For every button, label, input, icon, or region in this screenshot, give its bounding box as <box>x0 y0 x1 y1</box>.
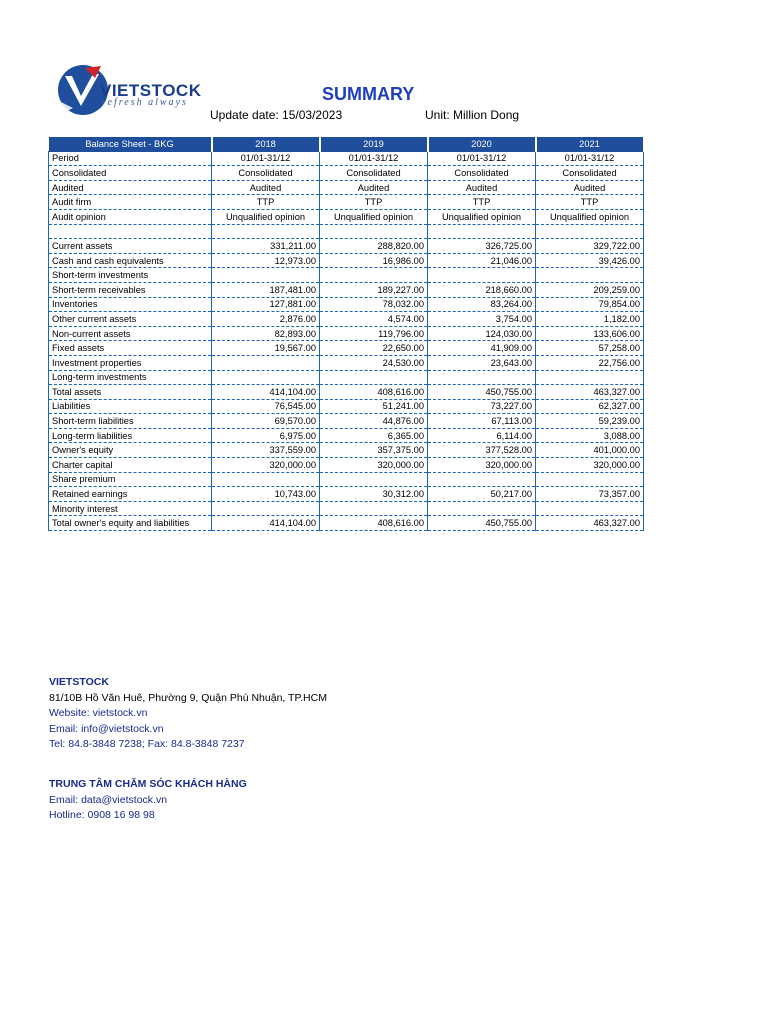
table-cell <box>212 472 320 487</box>
table-cell <box>428 370 536 385</box>
table-cell: Audited <box>536 180 644 195</box>
table-cell <box>428 268 536 283</box>
table-cell: 357,375.00 <box>320 443 428 458</box>
table-cell <box>428 501 536 516</box>
table-row <box>49 458 644 473</box>
table-cell: 3,088.00 <box>536 428 644 443</box>
table-cell: 01/01-31/12 <box>428 151 536 166</box>
table-row <box>49 487 644 502</box>
table-cell: 450,755.00 <box>428 385 536 400</box>
table-cell: Unqualified opinion <box>536 209 644 224</box>
table-cell: Consolidated <box>212 166 320 181</box>
row-label: Consolidated <box>49 166 212 181</box>
table-cell: 337,559.00 <box>212 443 320 458</box>
row-label: Short-term receivables <box>49 282 212 297</box>
table-cell: 24,530.00 <box>320 355 428 370</box>
table-row <box>49 370 644 385</box>
row-label: Share premium <box>49 472 212 487</box>
table-cell: 414,104.00 <box>212 516 320 531</box>
table-cell: 21,046.00 <box>428 253 536 268</box>
table-cell: Consolidated <box>536 166 644 181</box>
table-row <box>49 180 644 195</box>
table-cell: 377,528.00 <box>428 443 536 458</box>
table-cell: 329,722.00 <box>536 239 644 254</box>
update-date: Update date: 15/03/2023 <box>210 108 343 122</box>
table-cell: TTP <box>320 195 428 210</box>
contact-website-link[interactable]: Website: vietstock.vn <box>49 707 148 720</box>
contact-block <box>49 675 327 753</box>
table-cell: 189,227.00 <box>320 282 428 297</box>
table-cell <box>212 355 320 370</box>
table-cell: 187,481.00 <box>212 282 320 297</box>
table-cell: 320,000.00 <box>428 458 536 473</box>
table-row <box>49 297 644 312</box>
table-row <box>49 239 644 254</box>
table-cell: 59,239.00 <box>536 414 644 429</box>
table-cell: 408,616.00 <box>320 516 428 531</box>
row-label: Minority interest <box>49 501 212 516</box>
year-column-header: 2018 <box>212 137 320 151</box>
page-title: SUMMARY <box>322 84 415 104</box>
table-cell: 2,876.00 <box>212 312 320 327</box>
table-cell: 78,032.00 <box>320 297 428 312</box>
table-cell <box>320 501 428 516</box>
brand-name: VIETSTOCK <box>100 81 202 100</box>
table-cell: 30,312.00 <box>320 487 428 502</box>
table-cell: 22,756.00 <box>536 355 644 370</box>
table-cell: 39,426.00 <box>536 253 644 268</box>
table-cell <box>212 224 320 239</box>
table-cell: 22,650.00 <box>320 341 428 356</box>
table-cell: 401,000.00 <box>536 443 644 458</box>
row-label: Audit firm <box>49 195 212 210</box>
table-cell: Unqualified opinion <box>320 209 428 224</box>
table-cell: 133,606.00 <box>536 326 644 341</box>
row-label: Short-term investments <box>49 268 212 283</box>
contact-phone: Tel: 84.8-3848 7238; Fax: 84.8-3848 7237 <box>49 738 245 751</box>
table-cell: 50,217.00 <box>428 487 536 502</box>
table-cell: 23,643.00 <box>428 355 536 370</box>
table-row <box>49 385 644 400</box>
table-row <box>49 312 644 327</box>
support-block <box>49 777 247 824</box>
table-cell: 119,796.00 <box>320 326 428 341</box>
table-cell: 6,365.00 <box>320 428 428 443</box>
table-cell: 3,754.00 <box>428 312 536 327</box>
table-cell: 73,227.00 <box>428 399 536 414</box>
table-cell: 01/01-31/12 <box>212 151 320 166</box>
table-cell: 320,000.00 <box>536 458 644 473</box>
table-cell: 4,574.00 <box>320 312 428 327</box>
table-cell: 320,000.00 <box>212 458 320 473</box>
table-cell <box>320 370 428 385</box>
table-cell: 44,876.00 <box>320 414 428 429</box>
table-cell: 10,743.00 <box>212 487 320 502</box>
table-cell: 19,567.00 <box>212 341 320 356</box>
table-cell: 51,241.00 <box>320 399 428 414</box>
table-cell: 12,973.00 <box>212 253 320 268</box>
table-row <box>49 443 644 458</box>
table-cell: 127,881.00 <box>212 297 320 312</box>
table-cell: 57,258.00 <box>536 341 644 356</box>
table-cell: 463,327.00 <box>536 385 644 400</box>
table-cell <box>536 472 644 487</box>
table-cell: 83,264.00 <box>428 297 536 312</box>
table-row <box>49 253 644 268</box>
table-cell: Unqualified opinion <box>212 209 320 224</box>
table-cell: 320,000.00 <box>320 458 428 473</box>
unit-label: Unit: Million Dong <box>425 108 520 122</box>
table-row <box>49 414 644 429</box>
table-row <box>49 268 644 283</box>
table-cell: 41,909.00 <box>428 341 536 356</box>
table-cell: 82,893.00 <box>212 326 320 341</box>
table-row <box>49 224 644 239</box>
table-cell: 6,114.00 <box>428 428 536 443</box>
table-cell <box>212 370 320 385</box>
table-cell: 76,545.00 <box>212 399 320 414</box>
contact-address: 81/10B Hồ Văn Huê, Phường 9, Quận Phú Nhuận, TP.HCM <box>49 691 327 704</box>
table-row <box>49 209 644 224</box>
table-row <box>49 341 644 356</box>
table-cell <box>428 472 536 487</box>
table-cell: 69,570.00 <box>212 414 320 429</box>
table-cell: 01/01-31/12 <box>320 151 428 166</box>
row-label: Liabilities <box>49 399 212 414</box>
row-label: Total assets <box>49 385 212 400</box>
table-cell: Audited <box>428 180 536 195</box>
table-cell: 01/01-31/12 <box>536 151 644 166</box>
table-cell: 414,104.00 <box>212 385 320 400</box>
row-label: Long-term investments <box>49 370 212 385</box>
table-row <box>49 399 644 414</box>
row-label: Owner's equity <box>49 443 212 458</box>
row-label: Cash and cash equivalents <box>49 253 212 268</box>
table-cell: Unqualified opinion <box>428 209 536 224</box>
table-cell <box>320 472 428 487</box>
table-cell: 6,975.00 <box>212 428 320 443</box>
table-row <box>49 151 644 166</box>
table-cell <box>212 501 320 516</box>
table-cell: 67,113.00 <box>428 414 536 429</box>
row-label: Short-term liabilities <box>49 414 212 429</box>
table-row <box>49 166 644 181</box>
table-cell: TTP <box>212 195 320 210</box>
row-label: Non-current assets <box>49 326 212 341</box>
table-cell: 331,211.00 <box>212 239 320 254</box>
row-label: Retained earnings <box>49 487 212 502</box>
year-column-header: 2020 <box>428 137 536 151</box>
table-cell: 209,259.00 <box>536 282 644 297</box>
table-cell: 79,854.00 <box>536 297 644 312</box>
table-cell: Consolidated <box>428 166 536 181</box>
table-cell: 73,357.00 <box>536 487 644 502</box>
row-label: Long-term liabilities <box>49 428 212 443</box>
table-cell: Consolidated <box>320 166 428 181</box>
year-column-header: 2021 <box>536 137 644 151</box>
table-cell: 288,820.00 <box>320 239 428 254</box>
row-label: Charter capital <box>49 458 212 473</box>
table-cell <box>536 268 644 283</box>
table-row <box>49 195 644 210</box>
row-label: Period <box>49 151 212 166</box>
support-email-link[interactable]: Email: data@vietstock.vn <box>49 793 168 806</box>
table-header-row <box>49 137 644 151</box>
row-label: Current assets <box>49 239 212 254</box>
table-cell: 16,986.00 <box>320 253 428 268</box>
row-label: Audit opinion <box>49 209 212 224</box>
table-cell: 218,660.00 <box>428 282 536 297</box>
table-cell: 408,616.00 <box>320 385 428 400</box>
year-column-header: 2019 <box>320 137 428 151</box>
balance-sheet-table <box>48 137 645 531</box>
table-cell <box>320 224 428 239</box>
table-cell <box>428 224 536 239</box>
table-cell <box>536 224 644 239</box>
table-row <box>49 428 644 443</box>
table-row <box>49 282 644 297</box>
support-hotline: Hotline: 0908 16 98 98 <box>49 809 155 822</box>
table-cell: 1,182.00 <box>536 312 644 327</box>
row-label: Investment properties <box>49 355 212 370</box>
table-row <box>49 355 644 370</box>
table-cell: Audited <box>320 180 428 195</box>
row-label: Audited <box>49 180 212 195</box>
table-cell <box>320 268 428 283</box>
row-label <box>49 224 212 239</box>
table-cell: TTP <box>536 195 644 210</box>
table-cell: 463,327.00 <box>536 516 644 531</box>
table-row <box>49 501 644 516</box>
table-title-header: Balance Sheet - BKG <box>49 137 212 151</box>
row-label: Total owner's equity and liabilities <box>49 516 212 531</box>
row-label: Inventories <box>49 297 212 312</box>
row-label: Other current assets <box>49 312 212 327</box>
table-cell <box>536 501 644 516</box>
contact-email-link[interactable]: Email: info@vietstock.vn <box>49 722 164 735</box>
table-row <box>49 516 644 531</box>
table-cell: 450,755.00 <box>428 516 536 531</box>
support-title: TRUNG TÂM CHĂM SÓC KHÁCH HÀNG <box>49 778 247 790</box>
table-row <box>49 326 644 341</box>
row-label: Fixed assets <box>49 341 212 356</box>
table-row <box>49 472 644 487</box>
table-cell: 62,327.00 <box>536 399 644 414</box>
table-cell <box>536 370 644 385</box>
table-cell <box>212 268 320 283</box>
contact-company: VIETSTOCK <box>49 676 109 688</box>
table-cell: 124,030.00 <box>428 326 536 341</box>
table-cell: 326,725.00 <box>428 239 536 254</box>
table-cell: TTP <box>428 195 536 210</box>
table-cell: Audited <box>212 180 320 195</box>
brand-tagline: refresh always <box>102 97 188 108</box>
